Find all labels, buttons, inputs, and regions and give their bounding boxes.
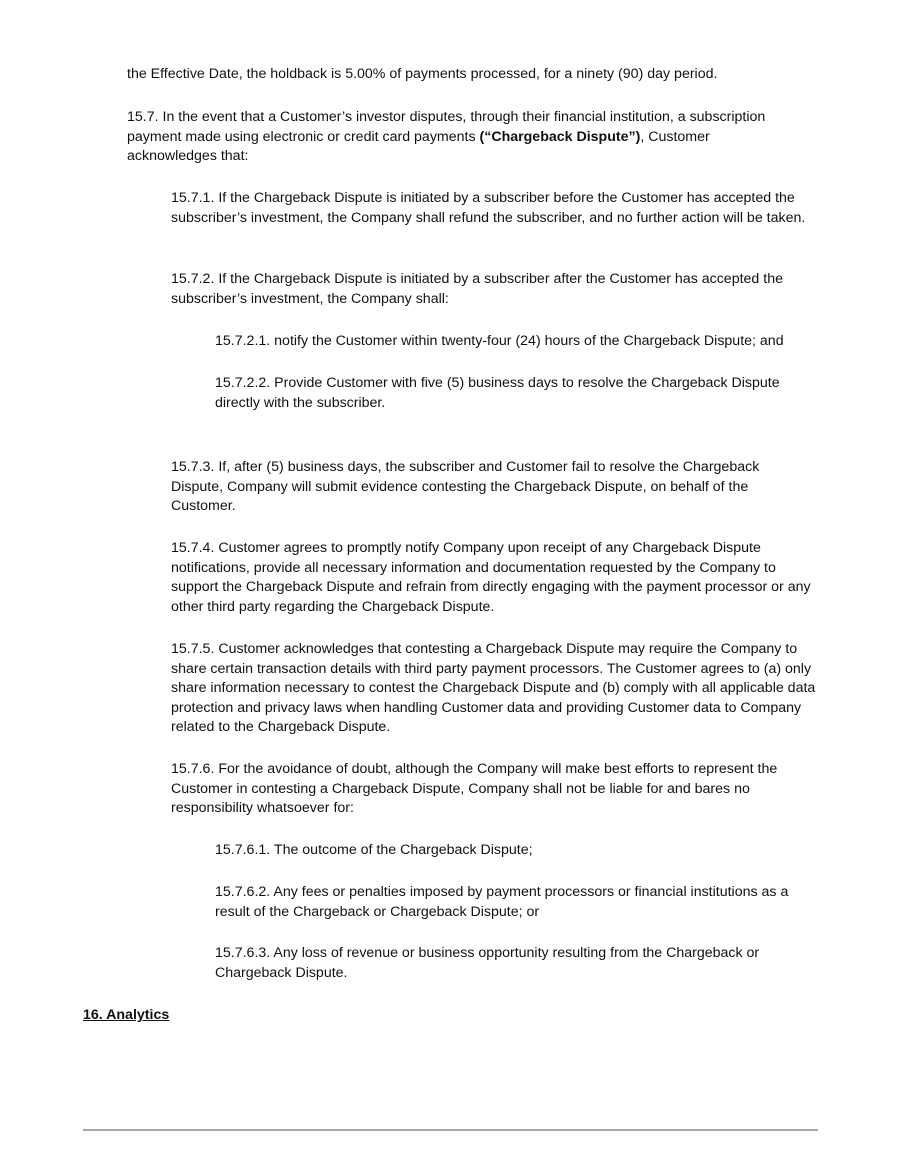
clause-15-7-text-before: 15.7. In the event that a Customer’s investor disputes, through their financial institution, a subscription payment made using electronic or credit card payments bbox=[127, 109, 766, 145]
clause-15-7-text-after: , Customer acknowledges that: bbox=[127, 128, 710, 164]
clause-15-7-4: 15.7.4. Customer agrees to promptly notify Company upon receipt of any Chargeback Dispute notifications, provide all necessary information and documentation requested by the Company to support the Chargeback Dispute and refrain from directly engaging with the payment processor or any other third party regarding the Chargeback Dispute. bbox=[171, 540, 811, 615]
defined-term-chargeback-dispute: (“Chargeback Dispute”) bbox=[479, 128, 641, 145]
clause-15-7 bbox=[127, 108, 792, 167]
clause-15-7-6-3: 15.7.6.3. Any loss of revenue or business opportunity resulting from the Chargeback or Chargeback Dispute. bbox=[215, 945, 760, 981]
clause-15-7-2-2: 15.7.2.2. Provide Customer with five (5) business days to resolve the Chargeback Dispute directly with the subscriber. bbox=[215, 375, 780, 411]
clause-15-7-6-1: 15.7.6.1. The outcome of the Chargeback Dispute; bbox=[215, 842, 533, 858]
clause-15-7-2: 15.7.2. If the Chargeback Dispute is initiated by a subscriber after the Customer has accepted the subscriber’s investment, the Company shall: bbox=[171, 271, 783, 307]
clause-15-7-6: 15.7.6. For the avoidance of doubt, although the Company will make best efforts to represent the Customer in contesting a Chargeback Dispute, Company shall not be liable for and bares no responsibility whatsoever for: bbox=[171, 761, 778, 816]
footer-divider bbox=[83, 1129, 818, 1131]
clause-15-7-5: 15.7.5. Customer acknowledges that contesting a Chargeback Dispute may require the Company to share certain transaction details with third party payment processors. The Customer agrees to (a) only share information necessary to contest the Chargeback Dispute and (b) comply with all applicable data protection and privacy laws when handling Customer data and providing Customer data to Company related to the Chargeback Dispute. bbox=[171, 641, 816, 735]
section-16-heading: 16. Analytics bbox=[83, 1007, 170, 1023]
clause-15-7-1: 15.7.1. If the Chargeback Dispute is initiated by a subscriber before the Customer has accepted the subscriber’s investment, the Company shall refund the subscriber, and no further action will be taken. bbox=[171, 190, 806, 226]
clause-15-7-2-1: 15.7.2.1. notify the Customer within twenty-four (24) hours of the Chargeback Dispute; and bbox=[215, 333, 784, 349]
clause-15-7-6-2: 15.7.6.2. Any fees or penalties imposed by payment processors or financial institutions as a result of the Chargeback or Chargeback Dispute; or bbox=[215, 884, 789, 920]
clause-15-7-3: 15.7.3. If, after (5) business days, the subscriber and Customer fail to resolve the Chargeback Dispute, Company will submit evidence contesting the Chargeback Dispute, on behalf of the Customer. bbox=[171, 459, 760, 514]
continued-paragraph: the Effective Date, the holdback is 5.00% of payments processed, for a ninety (90) day period. bbox=[127, 66, 718, 82]
